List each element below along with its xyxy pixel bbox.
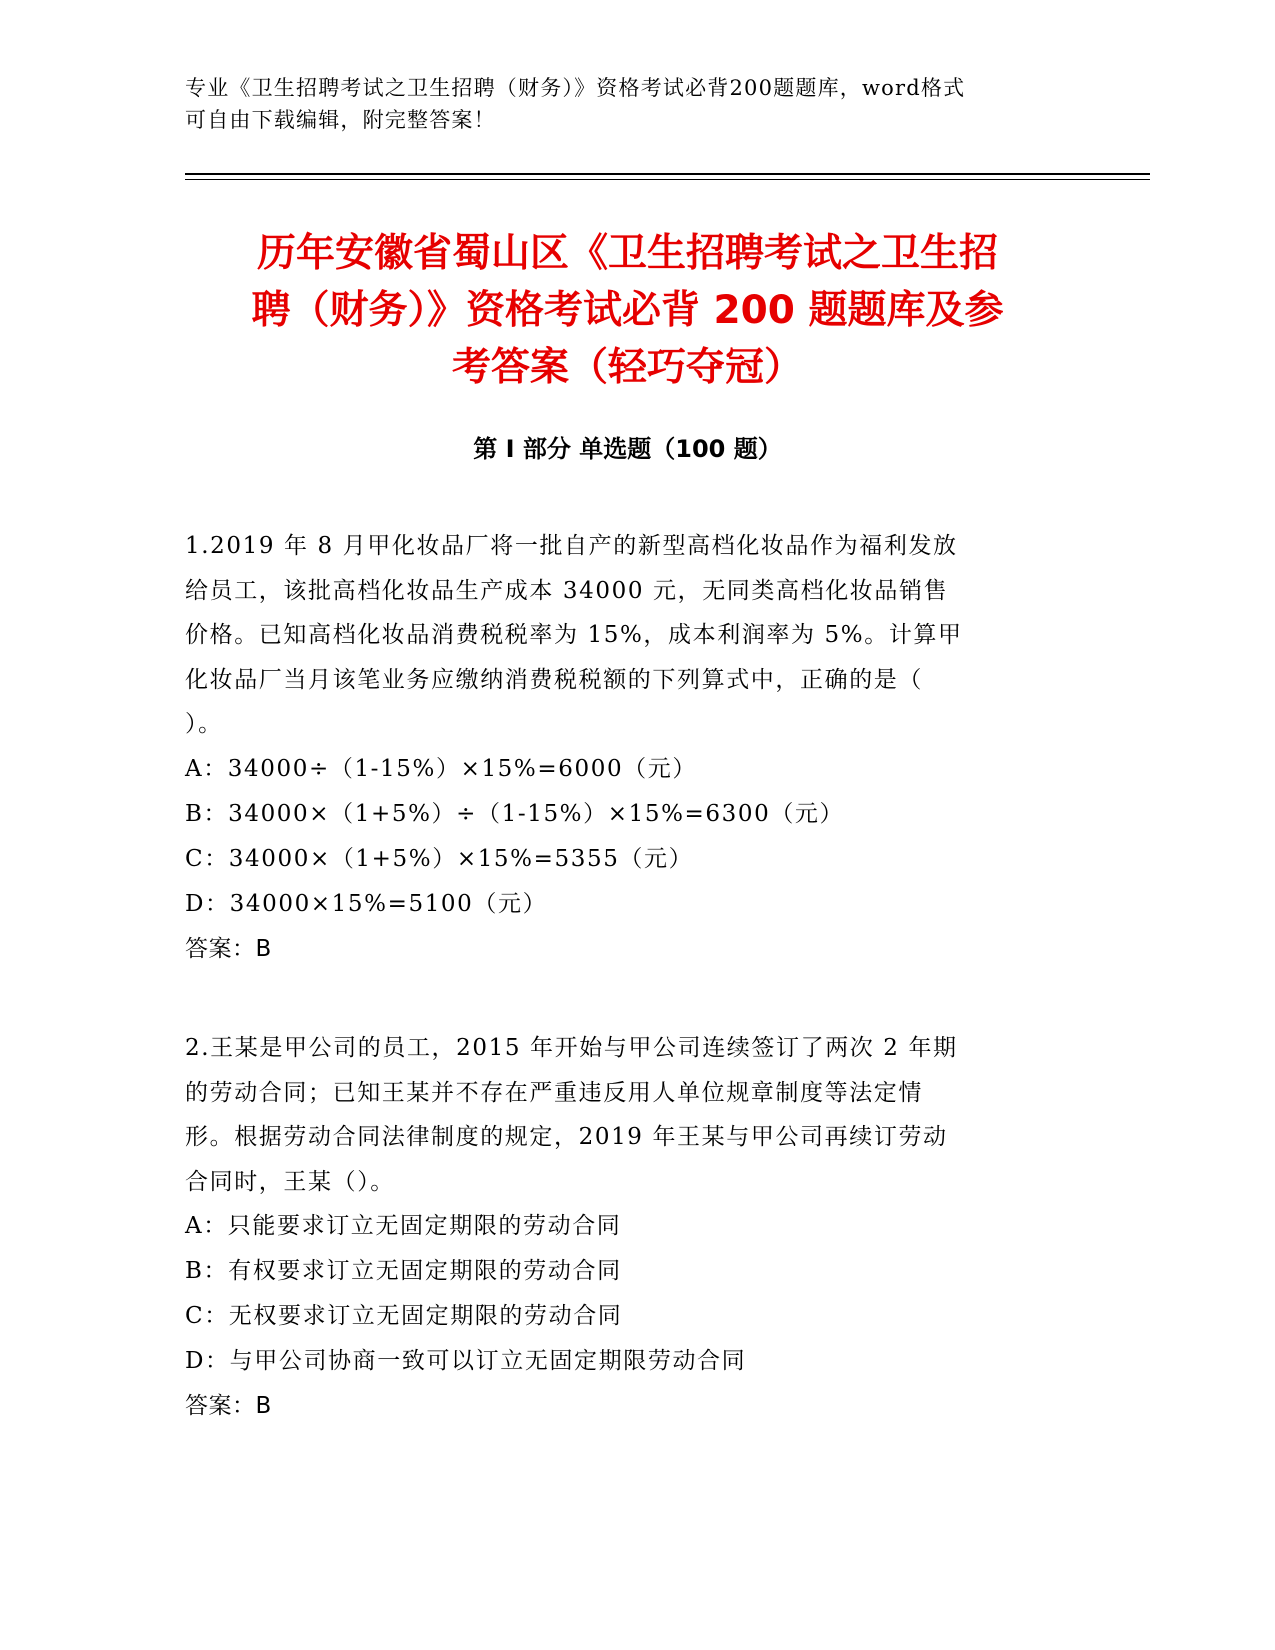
question-1-stem <box>185 524 1065 747</box>
question-2-stem-line: 的劳动合同；已知王某并不存在严重违反用人单位规章制度等法定情 <box>185 1079 923 1106</box>
question-1-stem-line: 给员工，该批高档化妆品生产成本 34000 元，无同类高档化妆品销售 <box>185 577 949 604</box>
header-note-line-1: 专业《卫生招聘考试之卫生招聘（财务）》资格考试必背200题题库，word格式 <box>185 76 966 100</box>
header-note <box>185 72 1065 136</box>
question-1-option-d: D：34000×15%=5100（元） <box>185 890 548 917</box>
question-2-option-d: D：与甲公司协商一致可以订立无固定期限劳动合同 <box>185 1348 747 1374</box>
question-1-stem-line: ）。 <box>185 711 223 737</box>
question-2 <box>185 1026 1065 1429</box>
question-2-option-c: C：无权要求订立无固定期限的劳动合同 <box>185 1303 623 1329</box>
question-2-stem-line: 2.王某是甲公司的员工，2015 年开始与甲公司连续签订了两次 2 年期 <box>185 1035 958 1061</box>
question-1-stem-line: 价格。已知高档化妆品消费税税率为 15%，成本利润率为 5%。计算甲 <box>185 622 963 648</box>
question-1-stem-line: 1.2019 年 8 月甲化妆品厂将一批自产的新型高档化妆品作为福利发放 <box>185 533 958 559</box>
question-2-option-a: A：只能要求订立无固定期限的劳动合同 <box>185 1213 622 1239</box>
question-2-option-b: B：有权要求订立无固定期限的劳动合同 <box>185 1258 622 1284</box>
question-2-stem-line: 合同时，王某（）。 <box>185 1168 395 1195</box>
question-1-option-b: B：34000×（1+5%）÷（1-15%）×15%=6300（元） <box>185 800 845 827</box>
section-title: 第 I 部分 单选题（100 题） <box>473 435 782 463</box>
document-title <box>185 225 1070 396</box>
question-1-option-a: A：34000÷（1-15%）×15%=6000（元） <box>185 755 697 782</box>
question-2-answer: 答案：B <box>185 1393 272 1419</box>
question-2-stem <box>185 1026 1065 1204</box>
question-1-option-c: C：34000×（1+5%）×15%=5355（元） <box>185 845 694 872</box>
question-1 <box>185 524 1065 972</box>
header-rule-thin <box>185 179 1150 180</box>
header-rule-thick <box>185 173 1150 175</box>
question-1-answer: 答案：B <box>185 935 272 962</box>
document-title-line-2: 聘（财务）》资格考试必背 200 题题库及参 <box>251 288 1004 333</box>
question-1-stem-line: 化妆品厂当月该笔业务应缴纳消费税税额的下列算式中，正确的是（ <box>185 666 923 693</box>
question-2-stem-line: 形。根据劳动合同法律制度的规定，2019 年王某与甲公司再续订劳动 <box>185 1124 948 1150</box>
document-title-line-3: 考答案（轻巧夺冠） <box>451 345 803 390</box>
document-title-line-1: 历年安徽省蜀山区《卫生招聘考试之卫生招 <box>256 231 998 276</box>
header-note-line-2: 可自由下载编辑，附完整答案！ <box>185 108 496 132</box>
